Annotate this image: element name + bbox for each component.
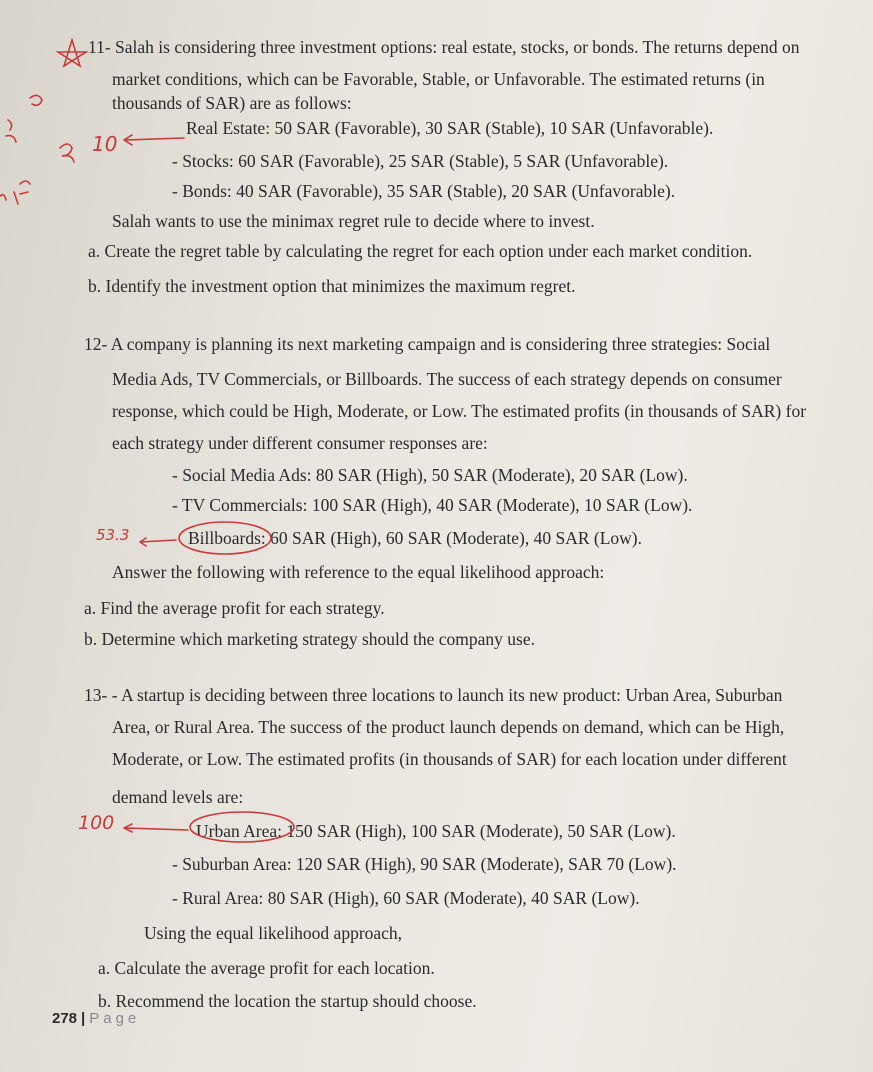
q13-option-suburban: - Suburban Area: 120 SAR (High), 90 SAR (Moderate), SAR 70 (Low). — [172, 854, 677, 874]
q13-line-2: Area, or Rural Area. The success of the product launch depends on demand, which can be High, — [112, 717, 785, 737]
arrow-urban — [124, 824, 188, 832]
page-footer — [52, 1010, 140, 1027]
q12-line-1: 12- A company is planning its next marketing campaign and is considering three strategies: Social — [84, 334, 771, 354]
q13-option-rural: - Rural Area: 80 SAR (High), 60 SAR (Moderate), 40 SAR (Low). — [172, 888, 640, 908]
q11-line-3: thousands of SAR) are as follows: — [112, 93, 352, 113]
q13-option-urban: Urban Area: 150 SAR (High), 100 SAR (Moderate), 50 SAR (Low). — [196, 821, 676, 841]
margin-scribble-4 — [0, 181, 30, 204]
handwritten-note-urban: 100 — [78, 812, 115, 834]
q12-option-tv: - TV Commercials: 100 SAR (High), 40 SAR (Moderate), 10 SAR (Low). — [172, 495, 693, 515]
q12-instruction: Answer the following with reference to the equal likelihood approach: — [112, 562, 605, 582]
arrow-real-estate — [124, 135, 184, 145]
q13-line-1: 13- - A startup is deciding between three locations to launch its new product: Urban Area, Suburban — [84, 685, 783, 705]
handwritten-note-billboards: 53.3 — [96, 526, 130, 544]
q11-line-2: market conditions, which can be Favorable, Stable, or Unfavorable. The estimated returns (in — [112, 69, 765, 89]
q11-option-real-estate: Real Estate: 50 SAR (Favorable), 30 SAR (Stable), 10 SAR (Unfavorable). — [186, 118, 714, 138]
page-number: 278 — [52, 1010, 78, 1027]
q11-part-a: a. Create the regret table by calculating the regret for each option under each market condition. — [88, 241, 753, 261]
q12-option-social-media: - Social Media Ads: 80 SAR (High), 50 SAR (Moderate), 20 SAR (Low). — [172, 465, 688, 485]
q13-part-a: a. Calculate the average profit for each location. — [98, 958, 435, 978]
q11-rule: Salah wants to use the minimax regret rule to decide where to invest. — [112, 211, 595, 231]
page-label: Page — [89, 1010, 141, 1027]
handwritten-note-real-estate: 10 — [92, 132, 118, 156]
q12-part-b: b. Determine which marketing strategy should the company use. — [84, 629, 535, 649]
q11-part-b: b. Identify the investment option that minimizes the maximum regret. — [88, 276, 576, 296]
q12-line-3: response, which could be High, Moderate, or Low. The estimated profits (in thousands of SAR) for — [112, 401, 807, 421]
q13-line-4: demand levels are: — [112, 787, 244, 807]
margin-scribble-2 — [6, 120, 16, 142]
q13-instruction: Using the equal likelihood approach, — [144, 923, 403, 943]
margin-scribble-3 — [60, 144, 74, 162]
q11-line-1: 11- Salah is considering three investment options: real estate, stocks, or bonds. The returns depend on — [88, 37, 800, 57]
q12-line-4: each strategy under different consumer responses are: — [112, 433, 488, 453]
footer-separator: | — [81, 1010, 86, 1027]
q12-option-billboards: Billboards: 60 SAR (High), 60 SAR (Moderate), 40 SAR (Low). — [188, 528, 643, 548]
q12-line-2: Media Ads, TV Commercials, or Billboards. The success of each strategy depends on consumer — [112, 369, 782, 389]
margin-scribble-1 — [30, 95, 42, 105]
q13-part-b: b. Recommend the location the startup should choose. — [98, 991, 477, 1011]
arrow-billboards — [140, 538, 176, 546]
q11-option-stocks: - Stocks: 60 SAR (Favorable), 25 SAR (Stable), 5 SAR (Unfavorable). — [172, 151, 669, 171]
q13-line-3: Moderate, or Low. The estimated profits (in thousands of SAR) for each location under different — [112, 749, 787, 769]
q12-part-a: a. Find the average profit for each strategy. — [84, 598, 385, 618]
star-icon — [58, 40, 86, 66]
q11-option-bonds: - Bonds: 40 SAR (Favorable), 35 SAR (Stable), 20 SAR (Unfavorable). — [172, 181, 676, 201]
